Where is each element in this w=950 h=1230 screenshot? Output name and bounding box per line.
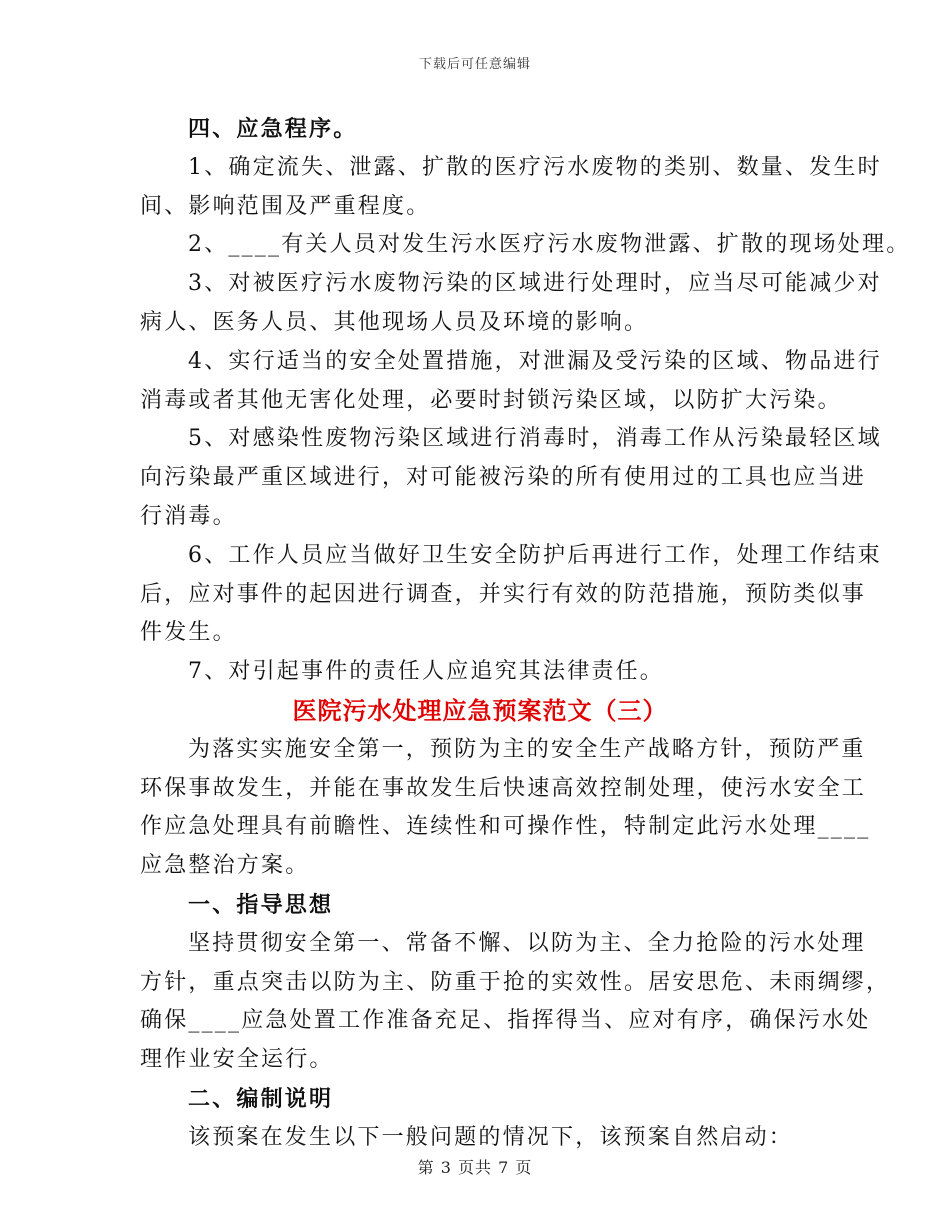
section-heading-compilation-notes: 二、编制说明 xyxy=(188,1085,334,1112)
paragraph-line: 1、确定流失、泄露、扩散的医疗污水废物的类别、数量、发生时 xyxy=(188,154,882,180)
section-heading-guiding-ideology: 一、指导思想 xyxy=(188,891,334,918)
paragraph-line: 4、实行适当的安全处置措施，对泄漏及受污染的区域、物品进行 xyxy=(188,348,882,374)
paragraph-line: 2、____有关人员对发生污水医疗污水废物泄露、扩散的现场处理。 xyxy=(188,232,911,258)
paragraph-line: 确保____应急处置工作准备充足、指挥得当、应对有序，确保污水处 xyxy=(140,1008,871,1034)
section-heading-emergency-procedure: 四、应急程序。 xyxy=(188,116,358,142)
paragraph-line: 行消毒。 xyxy=(140,503,237,529)
page-header: 下载后可任意编辑 xyxy=(418,57,531,72)
document-title: 医院污水处理应急预案范文（三） xyxy=(292,695,668,725)
paragraph-line: 6、工作人员应当做好卫生安全防护后再进行工作，处理工作结束 xyxy=(188,542,882,568)
document-body xyxy=(140,110,911,1158)
paragraph-line: 7、对引起事件的责任人应追究其法律责任。 xyxy=(188,659,664,685)
paragraph-line: 消毒或者其他无害化处理，必要时封锁污染区域，以防扩大污染。 xyxy=(140,387,842,413)
paragraph-line: 方针，重点突击以防为主、防重于抢的实效性。居安思危、未雨绸缪， xyxy=(140,969,891,995)
paragraph-line: 3、对被医疗污水废物污染的区域进行处理时，应当尽可能减少对 xyxy=(188,271,882,297)
paragraph-line: 作应急处理具有前瞻性、连续性和可操作性，特制定此污水处理____ xyxy=(140,814,871,840)
paragraph-line: 后，应对事件的起因进行调查，并实行有效的防范措施，预防类似事 xyxy=(140,581,867,607)
paragraph-line: 理作业安全运行。 xyxy=(140,1047,334,1073)
paragraph-line: 5、对感染性废物污染区域进行消毒时，消毒工作从污染最轻区域 xyxy=(188,426,882,452)
paragraph-line: 件发生。 xyxy=(140,620,237,646)
paragraph-line: 应急整治方案。 xyxy=(140,853,310,879)
paragraph-line: 坚持贯彻安全第一、常备不懈、以防为主、全力抢险的污水处理 xyxy=(188,930,866,956)
paragraph-line: 间、影响范围及严重程度。 xyxy=(140,193,431,219)
paragraph-line: 为落实实施安全第一，预防为主的安全生产战略方针，预防严重 xyxy=(188,736,866,762)
paragraph-line: 向污染最严重区域进行，对可能被污染的所有使用过的工具也应当进 xyxy=(140,465,867,491)
page-footer: 第 3 页共 7 页 xyxy=(417,1158,533,1177)
paragraph-line: 环保事故发生，并能在事故发生后快速高效控制处理，使污水安全工 xyxy=(140,775,867,801)
paragraph-line: 病人、医务人员、其他现场人员及环境的影响。 xyxy=(140,309,649,335)
paragraph-line: 该预案在发生以下一般问题的情况下，该预案自然启动： xyxy=(188,1124,794,1150)
